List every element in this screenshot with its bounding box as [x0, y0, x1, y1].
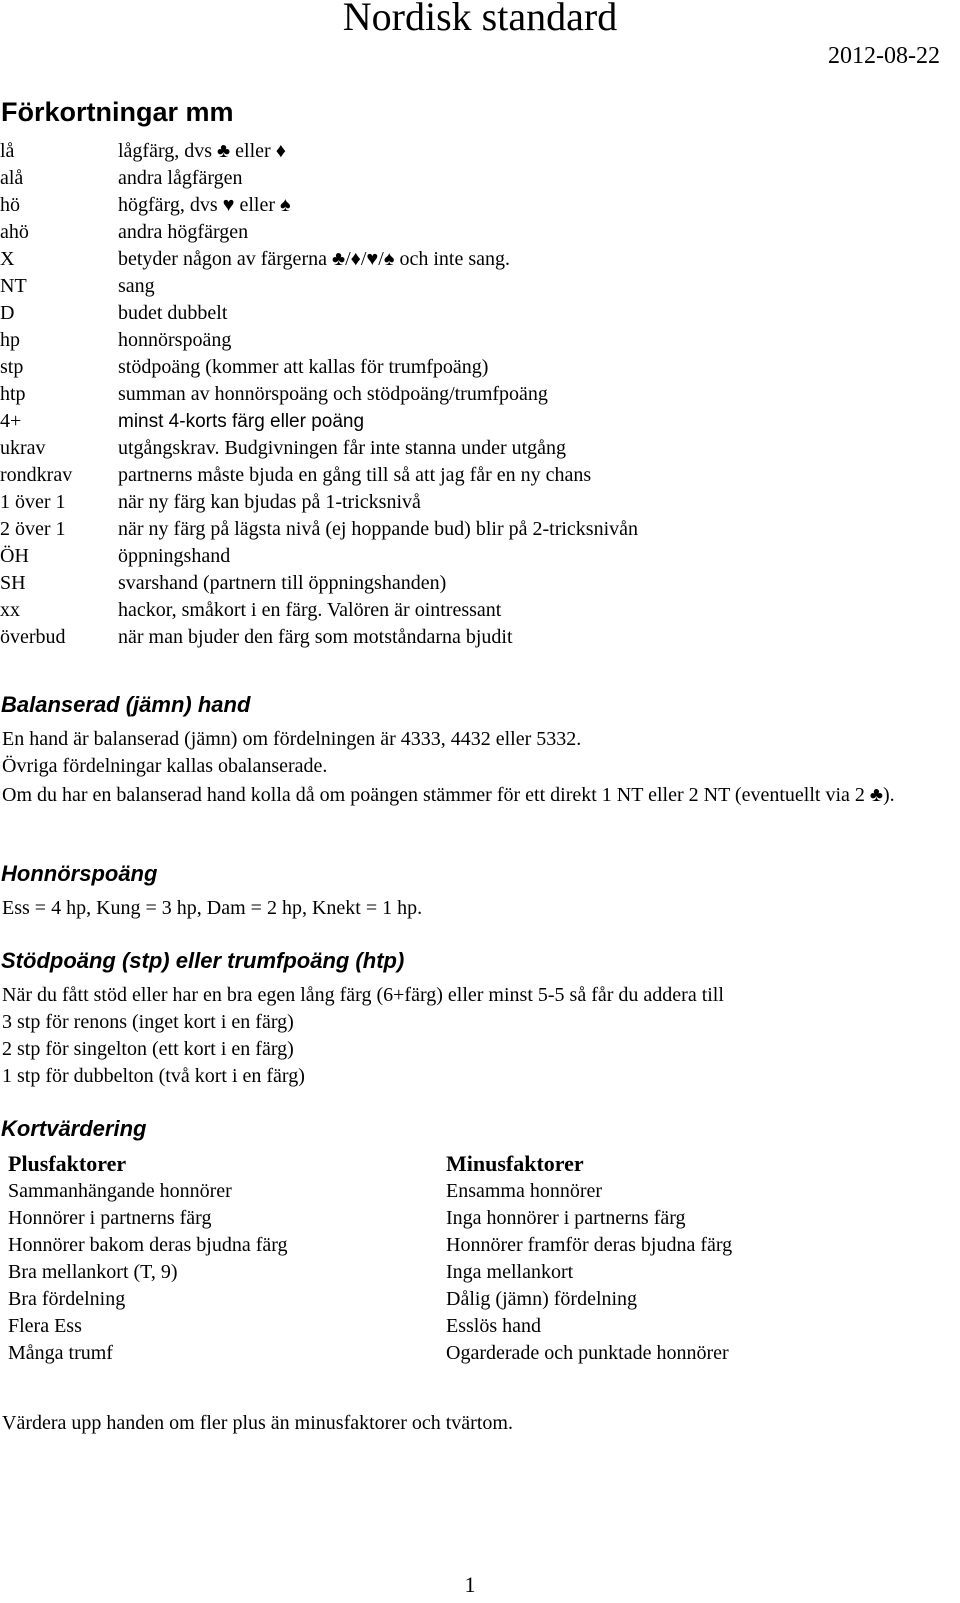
- abbreviation-row: [0, 165, 940, 192]
- abbreviation-value: stödpoäng (kommer att kallas för trumfpoäng): [118, 356, 489, 378]
- abbreviation-value: när ny färg på lägsta nivå (ej hoppande bud) blir på 2-tricksnivån: [118, 518, 639, 540]
- plus-factor-item: Bra fördelning: [8, 1288, 126, 1310]
- support-points-heading: Stödpoäng (stp) eller trumfpoäng (htp): [1, 948, 405, 973]
- abbreviations-heading: Förkortningar mm: [1, 97, 234, 127]
- abbreviation-key: 2 över 1: [0, 518, 66, 540]
- document-date: 2012-08-22: [828, 43, 940, 69]
- minus-factor-item: Inga honnörer i partnerns färg: [446, 1207, 686, 1229]
- abbreviation-row: [0, 489, 940, 516]
- abbreviation-value: summan av honnörspoäng och stödpoäng/trumfpoäng: [118, 383, 548, 405]
- abbreviation-row: [0, 516, 940, 543]
- abbreviation-key: D: [0, 302, 15, 324]
- abbreviation-key: 1 över 1: [0, 491, 66, 513]
- abbreviation-row: [0, 435, 940, 462]
- abbreviation-row: [0, 273, 940, 300]
- abbreviation-row: [0, 138, 940, 165]
- abbreviation-value: budet dubbelt: [118, 302, 228, 324]
- support-points-text: [2, 982, 952, 1090]
- minus-factor-item: Ogarderade och punktade honnörer: [446, 1342, 729, 1364]
- minus-factor-item: Dålig (jämn) fördelning: [446, 1288, 638, 1310]
- abbreviation-value: sang: [118, 275, 155, 297]
- abbreviation-key: stp: [0, 356, 24, 378]
- abbreviation-key: NT: [0, 275, 27, 297]
- plus-factors: [8, 1150, 428, 1367]
- balanced-line: En hand är balanserad (jämn) om fördelningen är 4333, 4432 eller 5332.: [2, 728, 582, 750]
- evaluation-heading: Kortvärdering: [1, 1116, 147, 1141]
- minus-factor-item: Inga mellankort: [446, 1261, 574, 1283]
- abbreviation-row: [0, 192, 940, 219]
- abbreviation-value: partnerns måste bjuda en gång till så att jag får en ny chans: [118, 464, 592, 486]
- abbreviation-key: SH: [0, 572, 26, 594]
- balanced-line: Om du har en balanserad hand kolla då om poängen stämmer för ett direkt 1 NT eller 2 NT (eventuellt via 2 ♣).: [2, 784, 895, 806]
- abbreviation-value: lågfärg, dvs ♣ eller ♦: [118, 140, 286, 162]
- balanced-line: Övriga fördelningar kallas obalanserade.: [2, 755, 328, 777]
- abbreviation-value: svarshand (partnern till öppningshanden): [118, 572, 447, 594]
- abbreviation-value: andra lågfärgen: [118, 167, 243, 189]
- abbreviation-value: högfärg, dvs ♥ eller ♠: [118, 194, 291, 216]
- document-title: Nordisk standard: [342, 0, 618, 39]
- abbreviation-key: rondkrav: [0, 464, 73, 486]
- plus-factor-item: Bra mellankort (T, 9): [8, 1261, 178, 1283]
- abbreviation-row: [0, 597, 940, 624]
- abbreviations-list: [0, 138, 940, 651]
- abbreviation-row: [0, 246, 940, 273]
- plus-factor-item: Flera Ess: [8, 1315, 82, 1337]
- abbreviation-row: [0, 219, 940, 246]
- abbreviation-key: htp: [0, 383, 26, 405]
- plus-factor-item: Honnörer bakom deras bjudna färg: [8, 1234, 288, 1256]
- abbreviation-value: hackor, småkort i en färg. Valören är ointressant: [118, 599, 502, 621]
- abbreviation-row: [0, 327, 940, 354]
- abbreviation-value: utgångskrav. Budgivningen får inte stanna under utgång: [118, 437, 567, 459]
- abbreviation-row: [0, 354, 940, 381]
- abbreviation-row: [0, 570, 940, 597]
- minus-factors-title: Minusfaktorer: [446, 1151, 584, 1176]
- abbreviation-value: när man bjuder den färg som motståndarna bjudit: [118, 626, 513, 648]
- abbreviation-key: alå: [0, 167, 24, 189]
- abbreviation-key: ahö: [0, 221, 29, 243]
- abbreviation-row: [0, 408, 940, 435]
- balanced-heading: Balanserad (jämn) hand: [1, 692, 251, 717]
- abbreviation-value: honnörspoäng: [118, 329, 232, 351]
- minus-factors: [446, 1150, 866, 1367]
- abbreviation-key: xx: [0, 599, 20, 621]
- minus-factor-item: Honnörer framför deras bjudna färg: [446, 1234, 733, 1256]
- abbreviation-row: [0, 300, 940, 327]
- support-points-line: 3 stp för renons (inget kort i en färg): [2, 1011, 294, 1033]
- abbreviation-value: andra högfärgen: [118, 221, 249, 243]
- abbreviation-key: X: [0, 248, 15, 270]
- abbreviation-key: lå: [0, 140, 15, 162]
- abbreviation-row: [0, 543, 940, 570]
- support-points-line: 1 stp för dubbelton (två kort i en färg): [2, 1065, 305, 1087]
- plus-factor-item: Honnörer i partnerns färg: [8, 1207, 212, 1229]
- abbreviation-row: [0, 462, 940, 489]
- page-number: 1: [464, 1572, 476, 1597]
- plus-factors-title: Plusfaktorer: [8, 1151, 127, 1176]
- plus-factor-item: Många trumf: [8, 1342, 113, 1364]
- abbreviation-key: 4+: [0, 410, 22, 432]
- honor-points-text: Ess = 4 hp, Kung = 3 hp, Dam = 2 hp, Knekt = 1 hp.: [2, 897, 423, 919]
- abbreviation-row: [0, 381, 940, 408]
- abbreviation-key: hp: [0, 329, 20, 351]
- honor-points-heading: Honnörspoäng: [1, 861, 158, 886]
- support-points-line: 2 stp för singelton (ett kort i en färg): [2, 1038, 294, 1060]
- abbreviation-key: ÖH: [0, 545, 29, 567]
- minus-factor-item: Esslös hand: [446, 1315, 541, 1337]
- evaluation-summary: Värdera upp handen om fler plus än minusfaktorer och tvärtom.: [2, 1412, 513, 1434]
- support-points-line: När du fått stöd eller har en bra egen lång färg (6+färg) eller minst 5-5 så får du addera till: [2, 984, 724, 1006]
- abbreviation-key: hö: [0, 194, 20, 216]
- abbreviation-row: [0, 624, 940, 651]
- abbreviation-value: när ny färg kan bjudas på 1-tricksnivå: [118, 491, 421, 513]
- abbreviation-value: öppningshand: [118, 545, 231, 567]
- abbreviation-key: överbud: [0, 626, 66, 648]
- abbreviation-key: ukrav: [0, 437, 46, 459]
- abbreviation-value: betyder någon av färgerna ♣/♦/♥/♠ och inte sang.: [118, 248, 511, 270]
- minus-factor-item: Ensamma honnörer: [446, 1180, 603, 1202]
- balanced-text: [2, 726, 952, 810]
- plus-factor-item: Sammanhängande honnörer: [8, 1180, 232, 1202]
- abbreviation-value: minst 4-korts färg eller poäng: [118, 411, 365, 432]
